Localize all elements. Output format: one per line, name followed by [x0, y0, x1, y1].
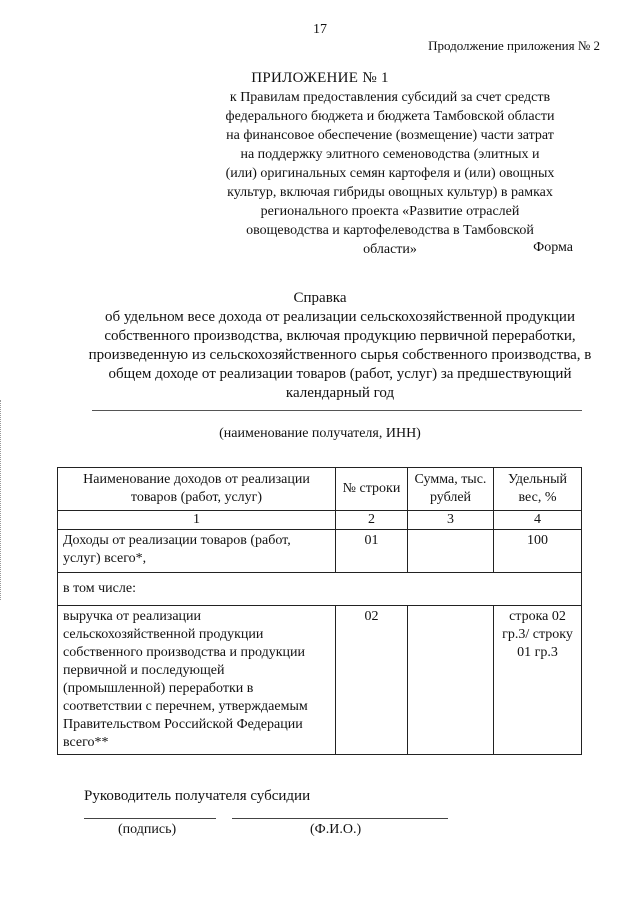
certificate-line: календарный год	[285, 385, 395, 401]
certificate-subtitle	[85, 308, 595, 403]
certificate-line: об удельном весе дохода от реализации сельскохозяйственной продукции	[105, 309, 575, 325]
income-name-cell: Доходы от реализации товаров (работ, услуг) всего*,	[58, 530, 336, 573]
name-line	[232, 818, 448, 819]
appendix-line: на поддержку элитного семеноводства (элитных и	[240, 147, 540, 162]
appendix-line: регионального проекта «Развитие отраслей	[260, 204, 520, 219]
appendix-line: (или) оригинальных семян картофеля и (или) овощных	[225, 166, 555, 181]
appendix-title: ПРИЛОЖЕНИЕ № 1	[251, 70, 389, 86]
certificate-line: произведенную из сельскохозяйственного сырья собственного производства, в	[88, 347, 592, 363]
header-sum: Сумма, тыс. рублей	[408, 468, 494, 511]
signature-label: Руководитель получателя субсидии	[84, 788, 311, 804]
table-row	[58, 530, 582, 573]
line-number-cell: 01	[336, 530, 408, 573]
appendix-subtitle	[190, 88, 590, 259]
header-share: Удельный вес, %	[494, 468, 582, 511]
appendix-line: к Правилам предоставления субсидий за счет средств	[229, 90, 551, 105]
line-number-cell: 02	[336, 606, 408, 755]
sum-cell	[408, 530, 494, 573]
column-number: 1	[58, 511, 336, 530]
column-number-row	[58, 511, 582, 530]
form-label: Форма	[533, 240, 573, 255]
sum-cell	[408, 606, 494, 755]
appendix-line: овощеводства и картофелеводства в Тамбовской	[246, 223, 534, 238]
including-cell: в том числе:	[58, 573, 582, 606]
column-number: 4	[494, 511, 582, 530]
name-caption: (Ф.И.О.)	[310, 822, 362, 837]
header-line-number: № строки	[336, 468, 408, 511]
table-header-row	[58, 468, 582, 511]
column-number: 3	[408, 511, 494, 530]
income-table	[57, 467, 582, 755]
signature-caption: (подпись)	[118, 822, 177, 837]
scan-edge-mark	[0, 400, 3, 600]
signature-line	[84, 818, 216, 819]
appendix-line: области»	[363, 242, 417, 257]
share-cell: строка 02 гр.3/ строку 01 гр.3	[494, 606, 582, 755]
header-income-name: Наименование доходов от реализации товаров (работ, услуг)	[58, 468, 336, 511]
share-cell: 100	[494, 530, 582, 573]
appendix-line: федерального бюджета и бюджета Тамбовской области	[225, 109, 555, 124]
appendix-line: на финансовое обеспечение (возмещение) части затрат	[226, 128, 554, 143]
column-number: 2	[336, 511, 408, 530]
income-name-cell: выручка от реализации сельскохозяйственной продукции собственного производства и продукции первичной и последующей (промышленной) переработки в соответствии с перечнем, утверждаемым Правительством Российской Федерации всего**	[58, 606, 336, 755]
certificate-line: собственного производства, включая продукцию первичной переработки,	[104, 328, 576, 344]
page-number: 17	[313, 22, 327, 37]
appendix-line: культур, включая гибриды овощных культур) в рамках	[227, 185, 553, 200]
certificate-line: общем доходе от реализации товаров (работ, услуг) за предшествующий	[108, 366, 572, 382]
table-row	[58, 606, 582, 755]
continuation-note: Продолжение приложения № 2	[428, 38, 600, 53]
certificate-title: Справка	[293, 290, 347, 306]
recipient-caption: (наименование получателя, ИНН)	[219, 426, 421, 441]
table-row	[58, 573, 582, 606]
recipient-field-line	[92, 410, 582, 411]
